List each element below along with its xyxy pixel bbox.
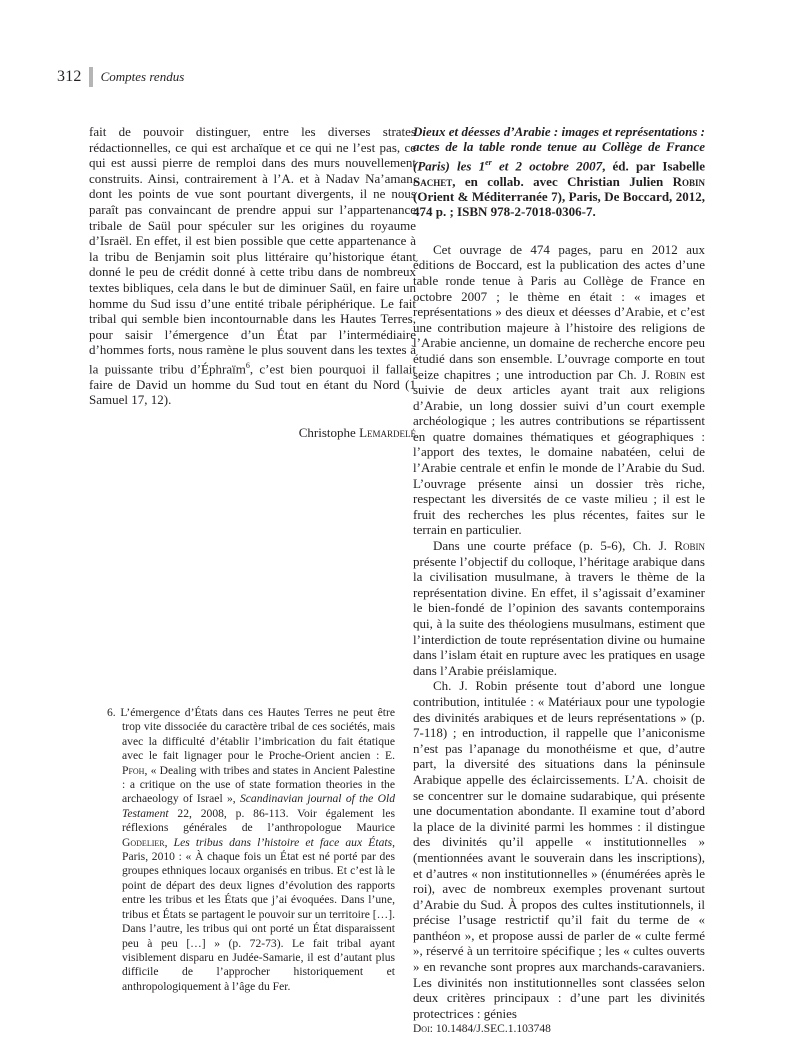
cited-author: Robin (674, 538, 705, 554)
doi-footer (413, 1023, 551, 1035)
editor-name: Robin (672, 173, 705, 189)
footnote-text: , « Dealing with tribes and states in Ancient Palestine : a critique on the use of state formation theories in the archaeology of Israel », (122, 763, 395, 806)
footnote-text: 22, 2008, p. 86-113. Voir également les réflexions générales de l’anthropologue Maurice (122, 806, 395, 835)
book-info: (Orient & Méditerranée 7), Paris, De Boccard, 2012, 474 p. ; ISBN 978-2-7018-0306-7. (413, 188, 705, 220)
book-title: Dieux et déesses d’Arabie : images et représentations : actes de la table ronde tenue au Collège de France (Paris) les 1 (413, 124, 705, 174)
review-author (89, 425, 416, 441)
paragraph-text: est suivie de deux articles ayant trait aux religions d’Arabie, un long dossier suivi d’un court exemple archéologique ; les autres contributions se répartissent en quatre domaines thématiques et géographiques : l’apport des textes, le domaine nabatéen, celui de l’Arabie centrale et enfin le monde de l’Arabie du Sud. L’ouvrage présente ainsi un dossier très riche, respectant les diversités de ce vaste milieu ; il est le fruit des recherches les plus récentes, faites sur le terrain en particulier. (413, 366, 705, 538)
cited-author: Pfoh (122, 763, 145, 777)
book-title-end: et 2 octobre 2007 (491, 158, 603, 174)
book-reference (413, 124, 705, 220)
footnote-6 (107, 706, 395, 994)
footnote-text: L’émergence d’États dans ces Hautes Terres ne peut être trop vite dissociée du caractère tribal de ces sociétés, mais avec la difficulté d’établir l’imbrication du fait étatique avec le fait lignager pour le Proche-Orient ancien : E. (120, 706, 395, 763)
page-number: 312 (57, 68, 82, 85)
doi-value: : 10.1484/J.SEC.1.103748 (429, 1023, 551, 1035)
footnote-number: 6. (107, 706, 116, 719)
author-first-name: Christophe (298, 425, 360, 441)
header-divider (89, 67, 93, 87)
cited-author: Godelier (122, 835, 165, 849)
editor-name: Sachet (413, 173, 453, 189)
footnote-text: , (164, 835, 174, 849)
paragraph-text: Dans une courte préface (p. 5-6), Ch. J. (433, 538, 675, 554)
running-header (57, 66, 184, 88)
paragraph-text-end: , c’est bien pourquoi il fallait faire de David un homme du Sud tout en étant du Nord (1 Samuel 17, 12). (89, 361, 416, 408)
section-title: Comptes rendus (100, 69, 185, 84)
book-info: , en collab. avec Christian Julien (452, 173, 673, 189)
paragraph-text: fait de pouvoir distinguer, entre les diverses strates rédactionnelles, ce qui est archaïque et ce qui ne l’est pas, ce qui est aussi pierre de remploi dans des murs nouvellement construits. Ainsi, contrairement à l’A. et à Nadav Na’aman, dont les points de vue sont pourtant divergents, il ne nous paraît pas convaincant de prendre appui sur l’appartenance tribale de Saül pour spéculer sur les origines du royaume d’Israël. En effet, il est bien possible que cette appartenance à la tribu de Benjamin soit plus littéraire qu’historique étant donné le peu de crédit donné à cette tribu dans de nombreux textes bibliques, cela dans le but de diminuer Saül, en faire un homme du Sud issu d’une entité tribale périphérique. Le fait tribal qui semble bien incontournable dans les Hautes Terres, pour saisir l’émergence d’un État par l’intermédiaire d’hommes forts, nous ramène le plus souvent dans les textes à la puissante tribu d’Éphraïm (89, 124, 416, 377)
paragraph: Ch. J. Robin présente tout d’abord une longue contribution, intitulée : « Matériaux pour une typologie des divinités arabiques et de leurs représentations » (p. 7-118) ; en introduction, il rappelle que l’aniconisme n’est pas l’apanage du monothéisme et que, d’autre part, la diversité des situations dans la péninsule Arabique appelle des éclaircissements. L’A. choisit de se concentrer sur le domaine sudarabique, qui présente une documentation abondante. Il examine tout d’abord la place de la divinité parmi les hommes : il distingue des divinités qu’il appelle « institutionnelles » (mentionnées avant le souverain dans les inscriptions), et d’autres « non institutionnelles » (énumérées après le roi), avec de nombreux exemples provenant surtout d’Arabie du Sud. À propos des cultes institutionnels, il précise l’usage restrictif qu’il fait du terme de « panthéon », et propose aussi de parler de « culte fermé », réservé à un territoire spécifique ; les « cultes ouverts » en revanche sont propres aux marchands-caravaniers. Les divinités non institutionnelles sont classées selon deux critères principaux : d’une part les divinités protectrices : génies (413, 678, 705, 1021)
paragraph (413, 538, 705, 678)
footnote-reference: 6 (245, 360, 250, 370)
book-info: , éd. par Isabelle (602, 158, 705, 174)
paragraph-text: présente l’objectif du colloque, l’héritage arabique dans la civilisation musulmane, à travers le thème de la représentation divine. En effet, il s’agissait d’examiner le bien-fondé de l’opinion des savants contemporains qui, à la suite des théologiens musulmans, estiment que l’interdiction de toute représentation divine ou humaine dans l’islam était en rupture avec les pratiques en usage dans l’Arabie préislamique. (413, 553, 705, 678)
doi-label: Doi (413, 1023, 430, 1035)
journal-title: Scandinavian journal of the Old Testament (122, 792, 396, 820)
left-column (89, 124, 416, 441)
footnote-text: , Paris, 2010 : « À chaque fois un État est né porté par des groupes ethniques locaux organisés en tribus. Et c’est là le point de départ des deux lignes d’évolution des rapports entre les tribus et les États que j’ai évoquées. Dans l’une, tribus et États se partagent le pouvoir sur un territoire […]. Dans l’autre, les tribus qui ont porté un État disparaissent peu à peu […] » (p. 72-73). Le fait tribal ayant visiblement disparu en Judée-Samarie, il est d’autant plus difficile de l’approcher historiquement et anthropologiquement à l’âge du Fer. (122, 835, 396, 993)
author-last-name: Lemardelé (359, 425, 416, 441)
cited-author: Robin (654, 366, 686, 382)
right-column (413, 124, 705, 1021)
paragraph-text: Cet ouvrage de 474 pages, paru en 2012 aux éditions de Boccard, est la publication des actes d’une table ronde tenue à Paris au Collège de France en octobre 2007 ; le thème en était : « images et représentations » des dieux et déesses d’Arabie, et c’est une contribution majeure à l’histoire des religions de l’Arabie ancienne, un domaine de recherche encore peu étudié dans son ensemble. L’ouvrage comporte en tout seize chapitres ; une introduction par Ch. J. (413, 241, 705, 382)
book-title: Les tribus dans l’histoire et face aux États (173, 835, 393, 849)
paragraph (413, 242, 705, 538)
footnote (107, 706, 395, 994)
paragraph (89, 124, 416, 408)
superscript: er (485, 157, 492, 167)
